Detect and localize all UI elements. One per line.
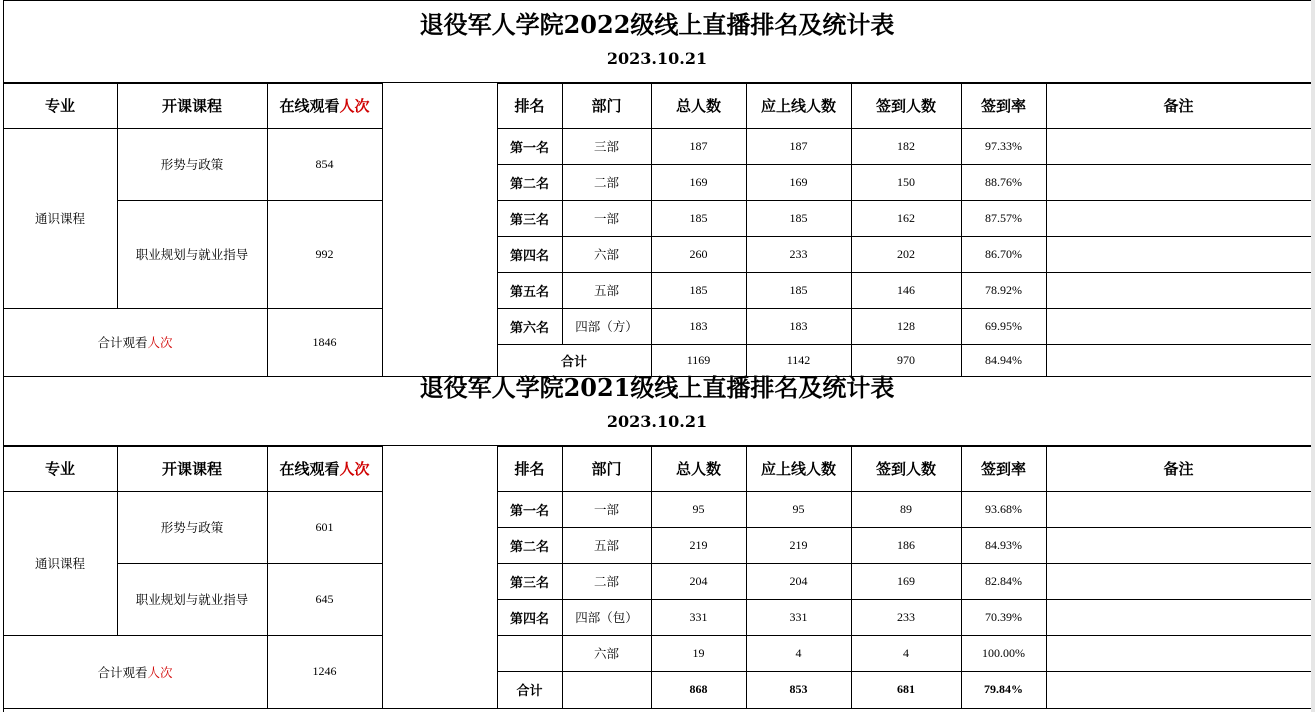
col-header-course[interactable]: 开课课程 xyxy=(161,97,222,115)
grid-line xyxy=(3,446,383,447)
grid-line xyxy=(851,446,852,709)
grid-line xyxy=(382,83,383,377)
cell-note[interactable] xyxy=(1046,527,1311,563)
grid-line xyxy=(1046,83,1047,377)
grid-line xyxy=(651,83,652,377)
cell-total[interactable]: 19 xyxy=(692,645,705,660)
total-label[interactable]: 合计 xyxy=(516,684,543,699)
grid-line xyxy=(497,83,498,377)
cell-signed[interactable]: 162 xyxy=(897,210,915,225)
grid-line xyxy=(497,491,1312,492)
grid-line xyxy=(562,83,563,345)
cell-note[interactable] xyxy=(1046,308,1311,344)
grid-line xyxy=(117,200,383,201)
cell-note[interactable] xyxy=(1046,200,1311,236)
cell-rank[interactable] xyxy=(497,635,562,671)
grid-line xyxy=(497,128,1312,129)
grid-line xyxy=(3,83,383,84)
col-header-note[interactable]: 备注 xyxy=(1163,460,1194,478)
grid-line xyxy=(382,446,383,709)
major-cell[interactable]: 通识课程 xyxy=(34,556,85,571)
cell-expected[interactable]: 331 xyxy=(789,609,808,624)
cell-rank[interactable]: 第二名 xyxy=(509,539,549,555)
col-header-watch[interactable] xyxy=(267,83,382,128)
course-name[interactable]: 职业规划与就业指导 xyxy=(135,592,249,607)
cell-rate[interactable]: 88.76% xyxy=(985,174,1022,189)
total-total[interactable]: 868 xyxy=(689,682,708,696)
grid-line xyxy=(3,0,1312,1)
col-header-total[interactable]: 总人数 xyxy=(675,97,721,115)
grid-line xyxy=(3,308,383,309)
grid-line xyxy=(497,671,1312,672)
course-name[interactable]: 职业规划与就业指导 xyxy=(135,247,249,262)
cell-total[interactable]: 260 xyxy=(689,246,708,261)
course-count[interactable]: 645 xyxy=(315,591,334,606)
col-header-major[interactable]: 专业 xyxy=(44,460,75,478)
grid-line xyxy=(3,635,383,636)
cell-total[interactable]: 331 xyxy=(689,609,708,624)
grid-line xyxy=(3,446,4,709)
sheet-title[interactable]: 退役军人学院2021级线上直播排名及统计表 xyxy=(419,372,895,402)
cell-rate[interactable]: 84.93% xyxy=(985,537,1022,552)
cell-rate[interactable]: 100.00% xyxy=(982,645,1025,660)
total-label[interactable]: 合计 xyxy=(560,354,587,370)
cell-signed[interactable]: 233 xyxy=(897,609,915,624)
cell-expected[interactable]: 4 xyxy=(795,645,802,660)
window-edge xyxy=(1311,0,1315,712)
grid-line xyxy=(117,563,383,564)
col-header-rate[interactable]: 签到率 xyxy=(980,97,1026,115)
cell-note[interactable] xyxy=(1046,164,1311,200)
col-header-note[interactable]: 备注 xyxy=(1163,97,1194,115)
cell-expected[interactable]: 185 xyxy=(789,210,808,225)
col-header-signed[interactable]: 签到人数 xyxy=(875,460,936,478)
cell-total[interactable]: 183 xyxy=(689,318,708,333)
cell-rate[interactable]: 86.70% xyxy=(985,246,1022,261)
col-header-rank[interactable]: 排名 xyxy=(514,460,545,478)
grid-line xyxy=(497,635,1312,636)
cell-rank[interactable]: 第二名 xyxy=(509,176,549,192)
total-total[interactable]: 1169 xyxy=(686,352,711,367)
grid-line xyxy=(497,83,1312,84)
cell-expected[interactable]: 183 xyxy=(789,318,808,333)
col-header-rate[interactable]: 签到率 xyxy=(980,460,1026,478)
grid-line xyxy=(497,344,1312,345)
grid-line xyxy=(497,527,1312,528)
col-header-major[interactable]: 专业 xyxy=(44,97,75,115)
grid-line xyxy=(961,446,962,709)
sheet-date[interactable]: 2023.10.21 xyxy=(606,411,708,431)
cell-dept[interactable]: 五部 xyxy=(593,283,619,298)
grid-line xyxy=(562,446,563,709)
cell-expected[interactable]: 219 xyxy=(789,537,808,552)
cell-signed[interactable]: 146 xyxy=(897,282,915,297)
grid-line xyxy=(117,83,118,309)
cell-expected[interactable]: 204 xyxy=(789,573,808,588)
course-name[interactable]: 形势与政策 xyxy=(160,157,224,172)
total-watch-label[interactable] xyxy=(3,635,267,708)
total-rate[interactable]: 79.84% xyxy=(984,682,1023,696)
cell-rate[interactable]: 97.33% xyxy=(985,138,1022,153)
cell-expected[interactable]: 169 xyxy=(789,174,808,189)
cell-dept[interactable]: 一部 xyxy=(593,502,619,517)
cell-note[interactable] xyxy=(1046,599,1311,635)
cell-note[interactable] xyxy=(1046,563,1311,599)
cell-expected[interactable]: 185 xyxy=(789,282,808,297)
cell-signed[interactable]: 182 xyxy=(897,138,915,153)
sheet-title[interactable]: 退役军人学院2022级线上直播排名及统计表 xyxy=(419,9,895,39)
total-rate[interactable]: 84.94% xyxy=(985,352,1022,367)
cell-rate[interactable]: 70.39% xyxy=(985,609,1022,624)
cell-note[interactable] xyxy=(1046,128,1311,164)
grid-line xyxy=(497,236,1312,237)
cell-rate[interactable]: 78.92% xyxy=(985,282,1022,297)
col-header-expected[interactable]: 应上线人数 xyxy=(760,460,836,478)
cell-signed[interactable]: 4 xyxy=(903,645,909,660)
course-count[interactable]: 854 xyxy=(315,156,334,171)
grid-line xyxy=(497,308,1312,309)
label-highlight: 人次 xyxy=(339,97,370,115)
cell-signed[interactable]: 150 xyxy=(897,174,915,189)
cell-signed[interactable]: 169 xyxy=(897,573,915,588)
course-name[interactable]: 形势与政策 xyxy=(160,520,224,535)
cell-note[interactable] xyxy=(1046,272,1311,308)
cell-rate[interactable]: 87.57% xyxy=(985,210,1022,225)
grid-line xyxy=(3,128,383,129)
cell-rank[interactable]: 第五名 xyxy=(509,284,549,300)
grid-line xyxy=(3,708,1312,709)
cell-note[interactable] xyxy=(1046,236,1311,272)
col-header-dept[interactable]: 部门 xyxy=(591,97,622,115)
total-watch-label[interactable] xyxy=(3,308,267,376)
grid-line xyxy=(1046,446,1047,709)
cell-signed[interactable]: 186 xyxy=(897,537,915,552)
label-highlight: 人次 xyxy=(339,460,370,478)
total-watch-count[interactable]: 1846 xyxy=(312,334,337,349)
cell-dept[interactable]: 四部（包） xyxy=(575,610,638,625)
grid-line xyxy=(851,83,852,377)
total-watch-count[interactable]: 1246 xyxy=(312,664,337,678)
cell-rank[interactable]: 第四名 xyxy=(509,248,549,264)
cell-rate[interactable]: 69.95% xyxy=(985,318,1022,333)
cell-total[interactable]: 219 xyxy=(689,537,708,552)
cell-total[interactable]: 204 xyxy=(689,573,708,588)
sheet-date[interactable]: 2023.10.21 xyxy=(606,48,708,68)
cell-signed[interactable]: 89 xyxy=(900,501,912,516)
cell-dept[interactable]: 二部 xyxy=(593,574,619,589)
col-header-watch[interactable] xyxy=(267,446,382,491)
cell-rank[interactable]: 第四名 xyxy=(509,611,549,627)
grid-line xyxy=(497,164,1312,165)
label-text: 合计观看 xyxy=(97,664,148,680)
cell-dept[interactable]: 一部 xyxy=(593,211,619,226)
grid-line xyxy=(497,272,1312,273)
cell-dept[interactable]: 六部 xyxy=(593,247,619,262)
cell-total[interactable]: 185 xyxy=(689,210,708,225)
grid-line xyxy=(3,491,383,492)
total-expected[interactable]: 853 xyxy=(789,682,808,696)
cell-dept[interactable]: 五部 xyxy=(593,538,619,553)
total-expected[interactable]: 1142 xyxy=(786,352,811,367)
grid-line xyxy=(497,599,1312,600)
cell-total[interactable]: 185 xyxy=(689,282,708,297)
cell-rank[interactable]: 第三名 xyxy=(509,575,549,591)
col-header-course[interactable]: 开课课程 xyxy=(161,460,222,478)
grid-line xyxy=(651,446,652,709)
grid-line xyxy=(267,83,268,377)
cell-signed[interactable]: 128 xyxy=(897,318,915,333)
cell-expected[interactable]: 233 xyxy=(789,246,808,261)
col-header-expected[interactable]: 应上线人数 xyxy=(760,97,836,115)
label-text: 在线观看 xyxy=(279,460,340,478)
grid-line xyxy=(3,83,4,377)
cell-expected[interactable]: 187 xyxy=(789,138,808,153)
cell-rate[interactable]: 82.84% xyxy=(985,573,1022,588)
total-signed[interactable]: 970 xyxy=(897,352,915,367)
cell-note[interactable] xyxy=(1046,635,1311,671)
col-header-rank[interactable]: 排名 xyxy=(514,97,545,115)
cell-rate[interactable]: 93.68% xyxy=(985,501,1022,516)
grid-line xyxy=(497,563,1312,564)
cell-dept[interactable]: 六部 xyxy=(593,646,619,661)
label-highlight: 人次 xyxy=(147,335,173,350)
grid-line xyxy=(746,83,747,377)
cell-signed[interactable]: 202 xyxy=(897,246,915,261)
total-signed[interactable]: 681 xyxy=(897,682,915,696)
cell-dept[interactable]: 二部 xyxy=(593,175,619,190)
grid-line xyxy=(746,446,747,709)
label-text: 在线观看 xyxy=(279,97,340,115)
cell-rank[interactable]: 第三名 xyxy=(509,212,549,228)
grid-line xyxy=(497,446,1312,447)
cell-expected[interactable]: 95 xyxy=(792,501,805,516)
col-header-total[interactable]: 总人数 xyxy=(675,460,721,478)
cell-total[interactable]: 187 xyxy=(689,138,708,153)
cell-dept[interactable]: 三部 xyxy=(593,139,619,154)
cell-rank[interactable]: 第六名 xyxy=(509,320,549,336)
course-count[interactable]: 601 xyxy=(315,519,334,534)
grid-line xyxy=(117,446,118,636)
major-cell[interactable]: 通识课程 xyxy=(34,211,85,226)
cell-total[interactable]: 169 xyxy=(689,174,708,189)
grid-line xyxy=(961,83,962,377)
cell-rank[interactable]: 第一名 xyxy=(509,140,549,156)
grid-line xyxy=(497,446,498,709)
cell-dept[interactable]: 四部（方） xyxy=(575,319,638,334)
grid-line xyxy=(497,200,1312,201)
col-header-dept[interactable]: 部门 xyxy=(591,460,622,478)
cell-note[interactable] xyxy=(1046,491,1311,527)
label-text: 合计观看 xyxy=(97,335,148,350)
course-count[interactable]: 992 xyxy=(315,246,334,261)
label-highlight: 人次 xyxy=(147,664,173,680)
cell-total[interactable]: 95 xyxy=(692,501,705,516)
col-header-signed[interactable]: 签到人数 xyxy=(875,97,936,115)
grid-line xyxy=(267,446,268,709)
cell-rank[interactable]: 第一名 xyxy=(509,503,549,519)
